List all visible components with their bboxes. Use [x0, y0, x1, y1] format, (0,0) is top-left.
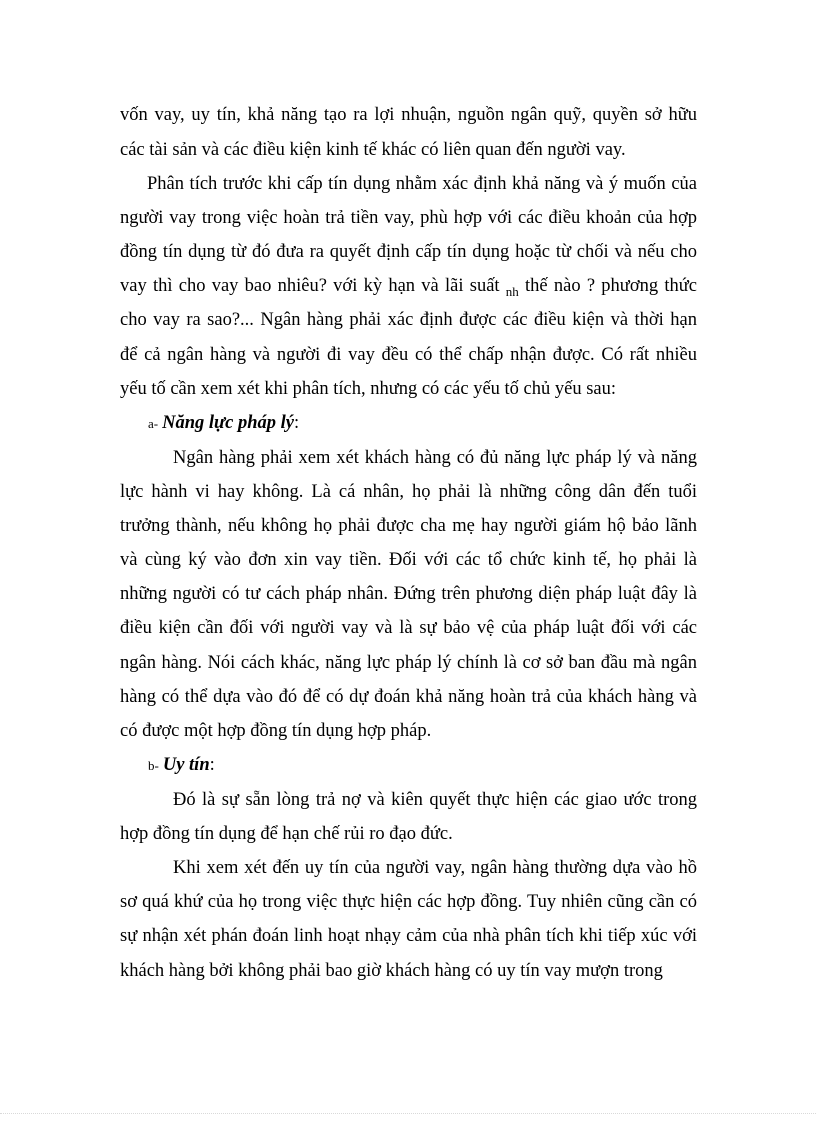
paragraph-line: các tài sản và các điều kiện kinh tế khác có liên quan đến người vay.: [120, 140, 626, 160]
list-marker: a-: [148, 416, 159, 431]
paragraph-line: Ngân hàng phải xem xét khách hàng có đủ năng lực pháp lý và năng: [173, 448, 697, 468]
paragraph-line: sự nhận xét phán đoán linh hoạt nhạy cảm của nhà phân tích khi tiếp xúc với: [120, 926, 697, 946]
paragraph-line: và cùng ký vào đơn xin vay tiền. Đối với các tổ chức kinh tế, họ phải là: [120, 550, 697, 570]
paragraph-line-with-subscript: [120, 274, 697, 304]
section-a-heading: [148, 411, 299, 436]
line-segment: thế nào ? phương thức: [525, 276, 697, 296]
paragraph-line: để cả ngân hàng và người đi vay đều có thể chấp nhận được. Có rất nhiều: [120, 345, 697, 365]
list-marker: b-: [148, 758, 159, 773]
heading-colon: :: [293, 413, 300, 433]
section-title: Uy tín: [162, 755, 210, 775]
section-title: Năng lực pháp lý: [162, 413, 294, 433]
page-bottom-rule: [0, 1113, 816, 1114]
paragraph-line: sơ quá khứ của họ trong việc thực hiện các hợp đồng. Tuy nhiên cũng cần có: [120, 892, 697, 912]
paragraph-line: yếu tố cần xem xét khi phân tích, nhưng có các yếu tố chủ yếu sau:: [120, 379, 617, 399]
paragraph-line: Đó là sự sẵn lòng trả nợ và kiên quyết thực hiện các giao ước trong: [173, 790, 697, 810]
paragraph-line: trưởng thành, nếu không họ phải được cha mẹ hay người giám hộ bảo lãnh: [120, 516, 697, 536]
paragraph-line: hàng có thể dựa vào đó để có dự đoán khả năng hoàn trả của khách hàng và: [120, 687, 697, 707]
paragraph-line: những người có tư cách pháp nhân. Đứng trên phương diện pháp luật đây là: [120, 584, 697, 604]
paragraph-line: Phân tích trước khi cấp tín dụng nhằm xác định khả năng và ý muốn của: [147, 174, 697, 194]
section-b-heading: [148, 753, 215, 778]
heading-colon: :: [209, 755, 215, 775]
paragraph-line: ngân hàng. Nói cách khác, năng lực pháp lý chính là cơ sở ban đầu mà ngân: [120, 653, 697, 673]
subscript-text: nh: [505, 284, 519, 299]
paragraph-line: người vay trong việc hoàn trả tiền vay, phù hợp với các điều khoản của hợp: [120, 208, 697, 228]
line-segment: vay thì cho vay bao nhiêu? với kỳ hạn và lãi suất: [120, 276, 500, 296]
paragraph-line: khách hàng bởi không phải bao giờ khách hàng có uy tín vay mượn trong: [120, 961, 663, 981]
paragraph-line: điều kiện cần đối với người vay và là sự bảo vệ của pháp luật đối với các: [120, 618, 697, 638]
paragraph-line: vốn vay, uy tín, khả năng tạo ra lợi nhuận, nguồn ngân quỹ, quyền sở hữu: [120, 105, 697, 125]
paragraph-line: Khi xem xét đến uy tín của người vay, ngân hàng thường dựa vào hồ: [173, 858, 697, 878]
paragraph-line: có được một hợp đồng tín dụng hợp pháp.: [120, 721, 432, 741]
paragraph-line: lực hành vi hay không. Là cá nhân, họ phải là những công dân đến tuổi: [120, 482, 697, 502]
paragraph-line: cho vay ra sao?... Ngân hàng phải xác định được các điều kiện và thời hạn: [120, 310, 697, 330]
paragraph-line: hợp đồng tín dụng để hạn chế rủi ro đạo đức.: [120, 824, 453, 844]
paragraph-line: đồng tín dụng từ đó đưa ra quyết định cấp tín dụng hoặc từ chối và nếu cho: [120, 242, 697, 262]
